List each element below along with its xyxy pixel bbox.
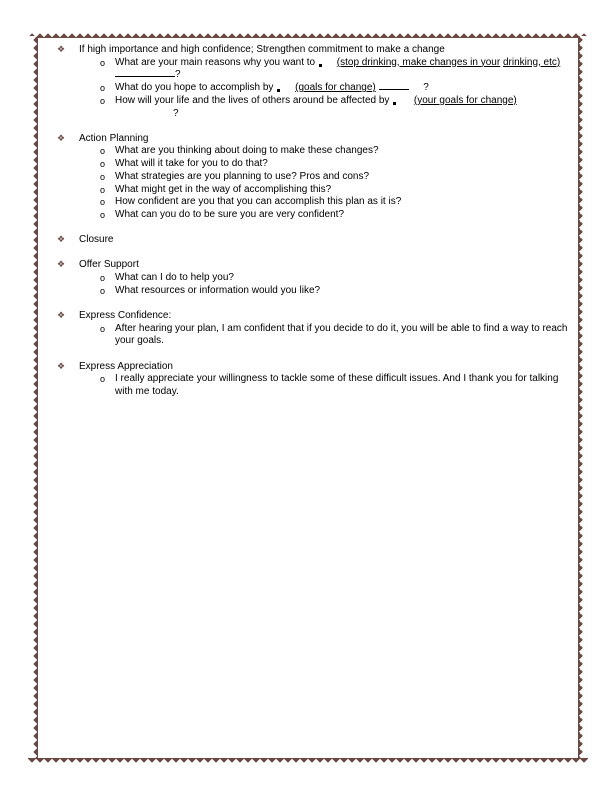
- list-item: o What resources or information would you like?: [100, 284, 321, 296]
- circle-bullet-icon: o: [100, 83, 106, 94]
- diamond-bullet-icon: ❖: [56, 235, 66, 246]
- list-item: o How will your life and the lives of others around be affected by (your goals for change) ?: [100, 94, 517, 119]
- list-item: o What will it take for you to do that?: [100, 158, 268, 170]
- section-action-planning: [55, 133, 570, 222]
- circle-bullet-icon: o: [100, 159, 106, 170]
- section-offer-support: [55, 259, 570, 297]
- question-list: [55, 145, 570, 221]
- list-item: o What do you hope to accomplish by (goals for change) ?: [100, 82, 429, 94]
- blank-marker: [319, 64, 322, 67]
- circle-bullet-icon: o: [100, 285, 106, 296]
- bottom-border: [28, 758, 588, 768]
- list-item: o After hearing your plan, I am confident that if you decide to do it, you will be able to find a way to reach your goals.: [100, 322, 568, 347]
- list-item: o What might get in the way of accomplishing this?: [100, 183, 332, 195]
- list-item: o How confident are you that you can accomplish this plan as it is?: [100, 196, 402, 208]
- diamond-bullet-icon: ❖: [56, 310, 66, 321]
- document-body: [55, 44, 570, 411]
- fill-in-hint-cont: drinking, etc): [502, 56, 561, 68]
- section-heading: ❖ If high importance and high confidence; Strengthen commitment to make a change: [56, 44, 445, 55]
- blank-line: [115, 76, 175, 77]
- circle-bullet-icon: o: [100, 171, 106, 182]
- section-heading: ❖ Offer Support: [56, 259, 139, 271]
- circle-bullet-icon: o: [100, 146, 106, 157]
- list-item: o What can you do to be sure you are very confident?: [100, 208, 345, 220]
- diamond-bullet-icon: ❖: [56, 260, 66, 271]
- section-strengthen-commitment: [55, 44, 570, 120]
- section-express-confidence: [55, 310, 570, 348]
- list-item: o What are you thinking about doing to make these changes?: [100, 145, 379, 157]
- list-item: o What can I do to help you?: [100, 272, 234, 284]
- circle-bullet-icon: o: [100, 57, 106, 68]
- circle-bullet-icon: o: [100, 374, 106, 385]
- circle-bullet-icon: o: [100, 197, 106, 208]
- section-heading: ❖ Closure: [56, 234, 114, 246]
- section-closure: [55, 234, 570, 247]
- list-item: o What strategies are you planning to use? Pros and cons?: [100, 170, 370, 182]
- circle-bullet-icon: o: [100, 184, 106, 195]
- circle-bullet-icon: o: [100, 323, 106, 334]
- section-heading: ❖ Action Planning: [56, 132, 149, 144]
- question-list: [55, 373, 570, 398]
- blank-marker: [277, 89, 280, 92]
- fill-in-hint: (goals for change): [295, 82, 376, 94]
- left-border: [28, 36, 38, 760]
- circle-bullet-icon: o: [100, 209, 106, 220]
- section-heading: ❖ Express Appreciation: [56, 360, 173, 372]
- circle-bullet-icon: o: [100, 273, 106, 284]
- list-item: o What are your main reasons why you want to (stop drinking, make changes in your drinking, etc) ?: [100, 56, 561, 81]
- blank-line: [379, 89, 409, 90]
- diamond-bullet-icon: ❖: [56, 45, 66, 55]
- question-list: [55, 57, 570, 121]
- question-list: [55, 323, 570, 348]
- question-list: [55, 272, 570, 297]
- right-border: [578, 36, 588, 760]
- section-heading: ❖ Express Confidence:: [56, 309, 172, 321]
- fill-in-hint: (your goals for change): [413, 94, 517, 106]
- list-item: o I really appreciate your willingness to tackle some of these difficult issues. And I thank you for talking with me today.: [100, 373, 559, 397]
- section-express-appreciation: [55, 361, 570, 399]
- diamond-bullet-icon: ❖: [56, 361, 66, 372]
- diamond-bullet-icon: ❖: [56, 133, 66, 144]
- top-border: [28, 28, 588, 38]
- fill-in-hint: (stop drinking, make changes in your: [336, 56, 501, 68]
- circle-bullet-icon: o: [100, 95, 106, 106]
- blank-marker: [393, 102, 396, 105]
